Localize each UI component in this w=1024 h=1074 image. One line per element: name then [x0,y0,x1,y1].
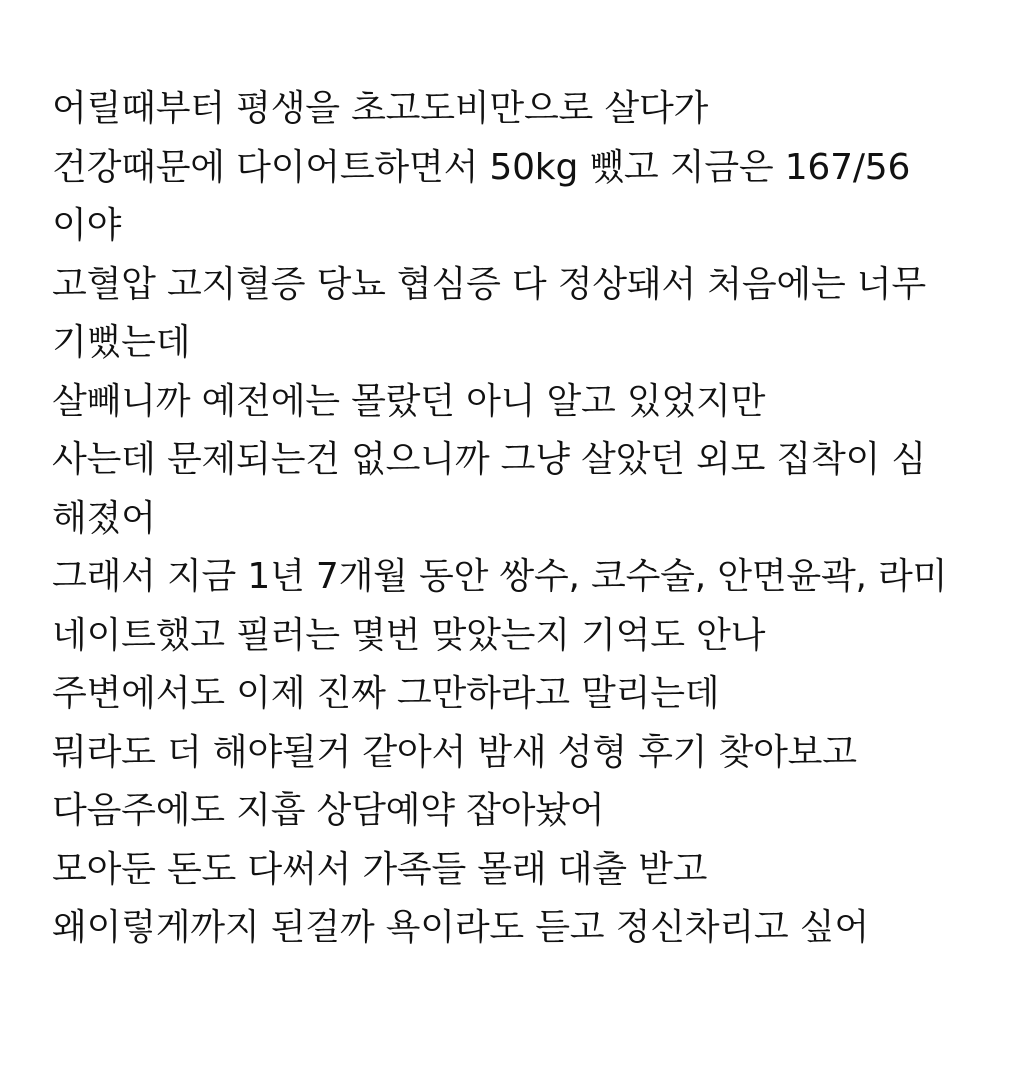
post-line-5: 기뻤는데 [52,322,191,363]
post-line-7: 사는데 문제되는건 없으니까 그냥 살았던 외모 집착이 심 [52,439,926,480]
post-line-15: 왜이렇게까지 된걸까 욕이라도 듣고 정신차리고 싶어 [52,907,869,948]
post-line-9: 그래서 지금 1년 7개월 동안 쌍수, 코수술, 안면윤곽, 라미 [52,556,948,597]
post-line-6: 살빼니까 예전에는 몰랐던 아니 알고 있었지만 [52,380,766,422]
post-line-10: 네이트했고 필러는 몇번 맞았는지 기억도 안나 [52,614,766,656]
post-body [52,80,982,958]
post-line-2: 건강때문에 다이어트하면서 50kg 뺐고 지금은 167/56 [52,146,911,188]
post-line-11: 주변에서도 이제 진짜 그만하라고 말리는데 [52,673,720,714]
post-line-14: 모아둔 돈도 다써서 가족들 몰래 대출 받고 [52,848,708,890]
post-line-1: 어릴때부터 평생을 초고도비만으로 살다가 [52,88,709,129]
post-line-3: 이야 [52,205,122,246]
post-line-4: 고혈압 고지혈증 당뇨 협심증 다 정상돼서 처음에는 너무 [52,263,926,305]
post-line-8: 해졌어 [52,497,156,539]
post-line-13: 다음주에도 지흡 상담예약 잡아놨어 [52,790,605,831]
post-line-12: 뭐라도 더 해야될거 같아서 밤새 성형 후기 찾아보고 [52,731,857,773]
